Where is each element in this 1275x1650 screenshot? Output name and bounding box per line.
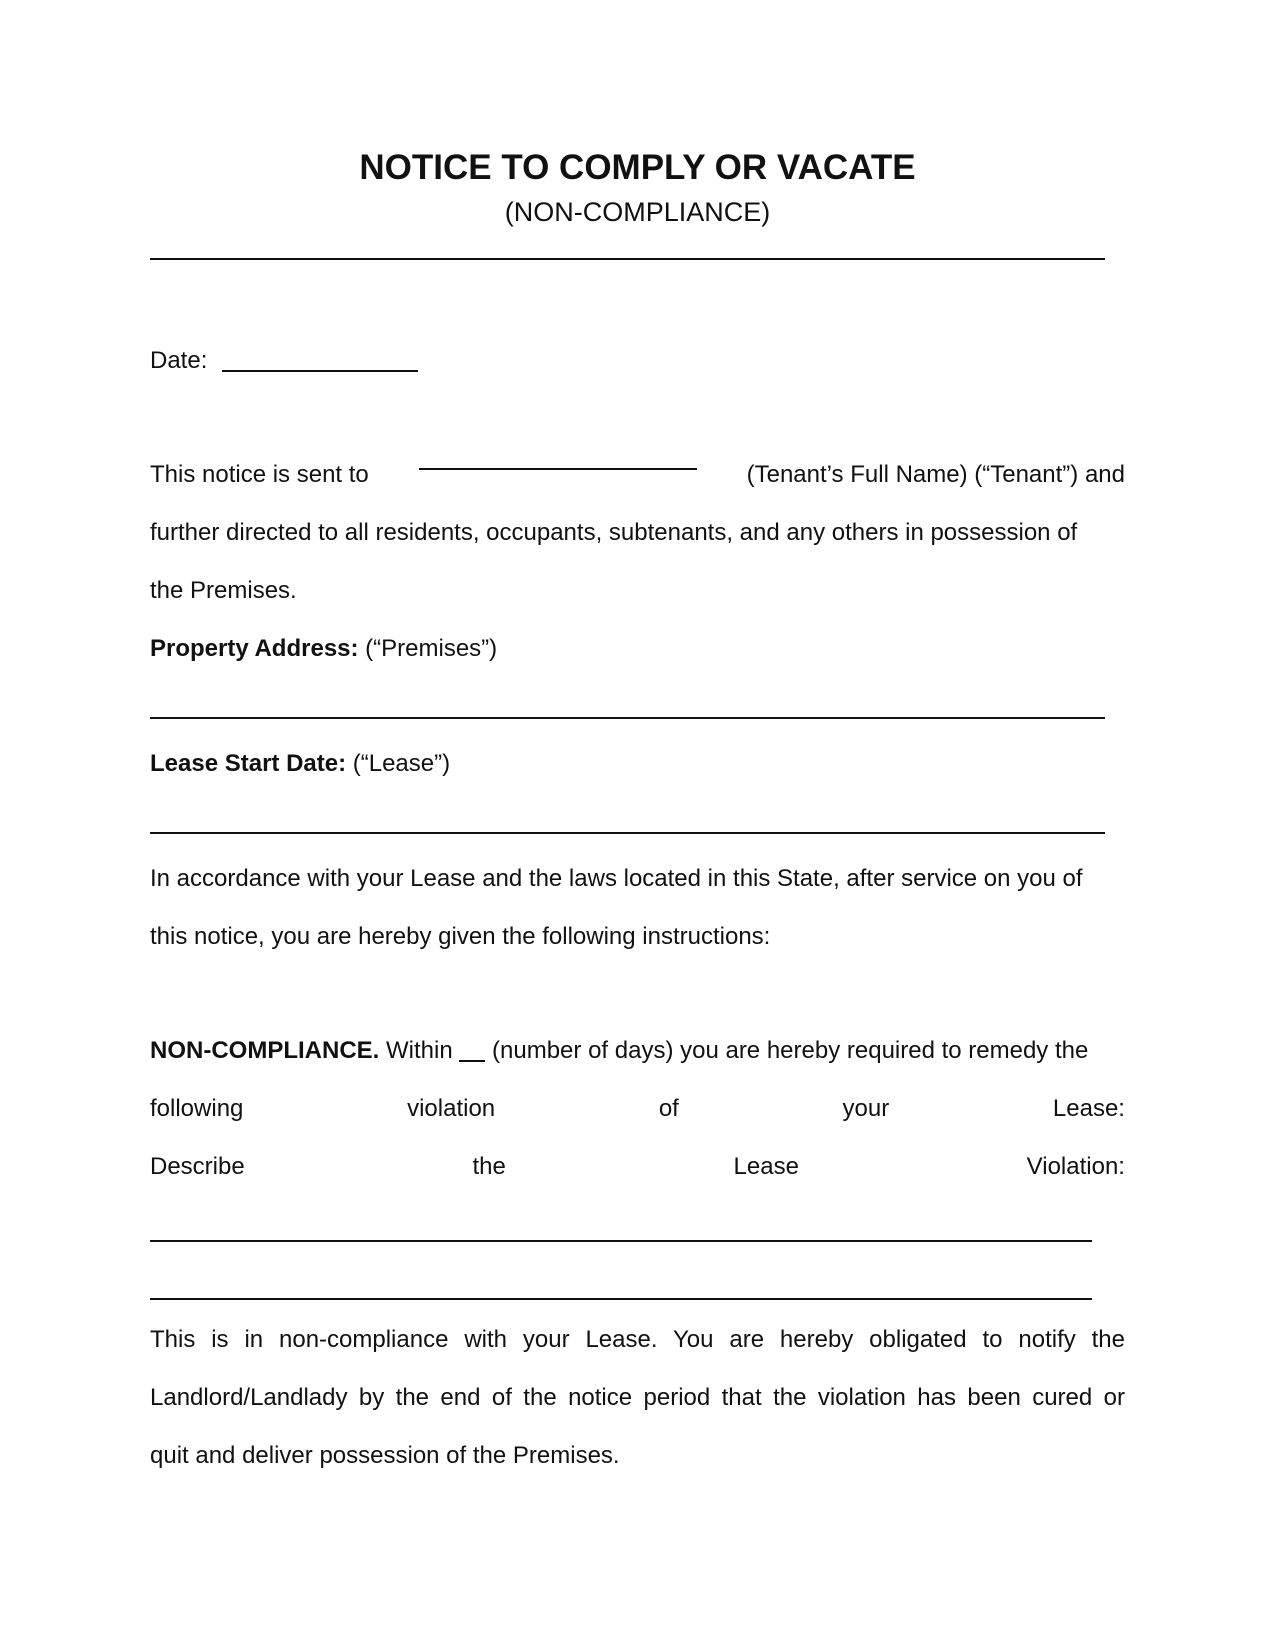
word: violation bbox=[407, 1095, 496, 1122]
days-field[interactable] bbox=[459, 1038, 485, 1062]
closing-line-1 bbox=[150, 1311, 1125, 1369]
lease-start-label: Lease Start Date: bbox=[150, 750, 347, 777]
property-address-field[interactable] bbox=[150, 717, 1105, 719]
property-address-line bbox=[150, 620, 1125, 678]
property-address-note: (“Premises”) bbox=[365, 635, 498, 662]
lease-start-field[interactable] bbox=[150, 832, 1105, 834]
noncompliance-label: NON-COMPLIANCE. bbox=[150, 1037, 380, 1064]
violation-description-field-2[interactable] bbox=[150, 1298, 1092, 1300]
tenant-line-1 bbox=[150, 446, 1125, 504]
word: of bbox=[658, 1095, 679, 1122]
tenant-line-2: further directed to all residents, occupants, subtenants, and any others in possession of bbox=[150, 519, 1078, 546]
lease-start-line bbox=[150, 735, 1125, 793]
lease-start-note: (“Lease”) bbox=[352, 750, 451, 777]
word: Lease: bbox=[1052, 1095, 1125, 1122]
page-subtitle: (NON-COMPLIANCE) bbox=[504, 197, 771, 227]
noncompliance-line-3 bbox=[150, 1138, 1125, 1196]
tenant-line-3: the Premises. bbox=[150, 577, 297, 604]
date-field[interactable] bbox=[222, 348, 418, 372]
accordance-line-2: this notice, you are hereby given the following instructions: bbox=[150, 923, 771, 950]
closing-line-2-text: Landlord/Landlady by the end of the notice period that the violation has been cured or bbox=[150, 1384, 1125, 1411]
closing-line-3: quit and deliver possession of the Premises. bbox=[150, 1442, 620, 1469]
noncompliance-after-text: (number of days) you are hereby required to remedy the bbox=[492, 1037, 1089, 1064]
tenant-name-field[interactable] bbox=[419, 446, 697, 470]
word: following bbox=[150, 1095, 244, 1122]
closing-line-2 bbox=[150, 1369, 1125, 1427]
word: Lease bbox=[733, 1153, 799, 1180]
noncompliance-line-1 bbox=[150, 1022, 1125, 1080]
property-address-label: Property Address: bbox=[150, 635, 359, 662]
closing-line-1-text: This is in non-compliance with your Lease. You are hereby obligated to notify the bbox=[150, 1326, 1125, 1353]
noncompliance-within: Within bbox=[386, 1037, 453, 1064]
tenant-after-text: (Tenant’s Full Name) (“Tenant”) and bbox=[746, 461, 1125, 488]
date-label: Date: bbox=[150, 347, 208, 374]
accordance-line-1: In accordance with your Lease and the laws located in this State, after service on you of bbox=[150, 865, 1083, 892]
title-divider bbox=[150, 258, 1105, 260]
word: Violation: bbox=[1026, 1153, 1125, 1180]
tenant-lead-text: This notice is sent to bbox=[150, 461, 369, 488]
word: the bbox=[472, 1153, 506, 1180]
violation-description-field-1[interactable] bbox=[150, 1240, 1092, 1242]
page-title: NOTICE TO COMPLY OR VACATE bbox=[359, 148, 916, 187]
word: your bbox=[842, 1095, 890, 1122]
date-line bbox=[150, 332, 1125, 390]
word: Describe bbox=[150, 1153, 245, 1180]
noncompliance-line-2 bbox=[150, 1080, 1125, 1138]
